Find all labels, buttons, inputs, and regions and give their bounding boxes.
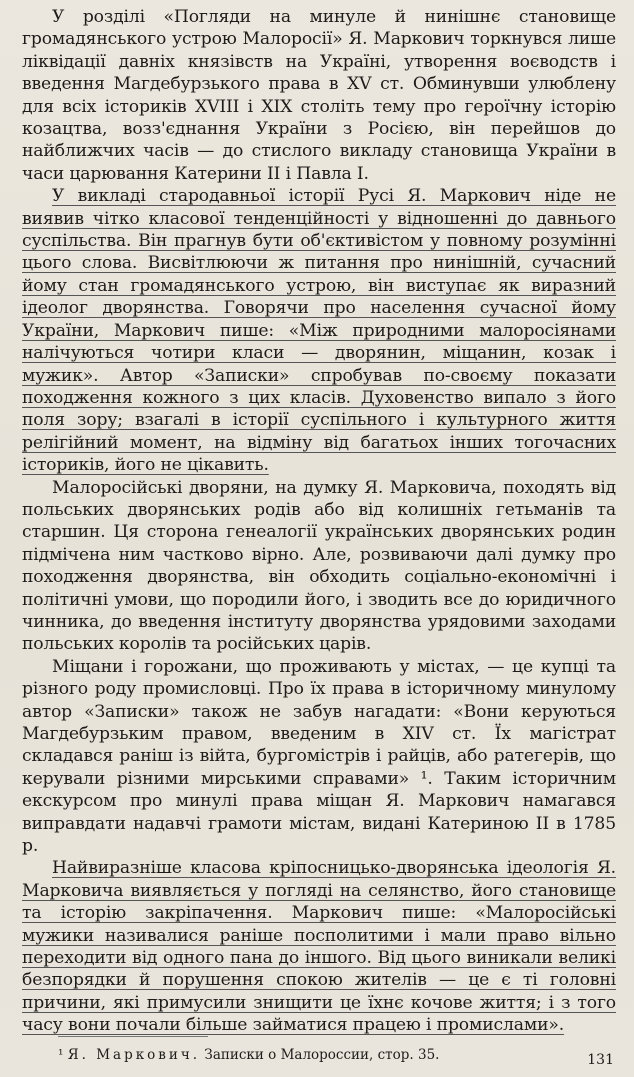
footnote [58, 1046, 439, 1064]
page-number: 131 [587, 1052, 614, 1068]
footnote-author: Я. Маркович. [67, 1047, 201, 1063]
paragraph-2: У викладі стародавньої історії Русі Я. Маркович ніде не виявив чітко класової тенденційності у відношенні до давнього суспільства. Він прагнув бути об'єктивістом у повному розумінні цього слова. Висвітлюючи ж питання про нинішній, сучасний йому стан громадянського устрою, він виступає як виразний ідеолог дворянства. Говорячи про населення сучасної йому України, Маркович пише: «Між природними малоросіянами налічуються чотири класи — дворянин, міщанин, козак і мужик». Автор «Записки» спробував по-своєму показати походження кожного з цих класів. Духовенство випало з його поля зору; взагалі в історії суспільного і культурного життя релігійний момент, на відміну від багатьох інших тогочасних істориків, його не цікавить. [22, 186, 616, 476]
paragraph-1: У розділі «Погляди на минуле й нинішнє становище громадянського устрою Малоросії» Я. Маркович торкнувся лише ліквідації давніх князівств на Україні, утворення воєводств і введення Магдебурзького права в XV ст. Обминувши улюблену для всіх істориків XVIII і XIX століть тему про героїчну історію козацтва, возз'єднання України з Росією, він перейшов до найближчих часів — до стислого викладу становища України в часи царювання Катерини II і Павла I. [22, 7, 616, 184]
paragraph-3: Малоросійські дворяни, на думку Я. Марковича, походять від польських дворянських родів або від колишніх гетьманів та старшин. Ця сторона генеалогії українських дворянських родин підмічена ним частково вірно. Але, розвиваючи далі думку про походження дворянства, він обходить соціально-економічні і політичні умови, що породили його, і зводить все до юридичного чинника, до введення інституту дворянства урядовими заходами польських королів та російських царів. [22, 477, 616, 655]
paragraph-5: Найвиразніше класова кріпосницько-дворянська ідеологія Я. Марковича виявляється у погляді на селянство, його становище та історію закріпачення. Маркович пише: «Малоросійські мужики називалися раніше посполитими і мали право вільно переходити від одного пана до іншого. Від цього виникали великі безпорядки й порушення спокою жителів — це є ті головні причини, які примусили знищити це їхнє кочове життя; і з того часу вони почали більше займатися працею і промислами». [22, 858, 616, 1036]
footnote-divider [58, 1036, 208, 1037]
footnote-marker: ¹ [58, 1047, 64, 1063]
footnote-text: Записки о Малороссии, стор. 35. [204, 1047, 440, 1063]
paragraph-4: Міщани і горожани, що проживають у містах, — це купці та різного роду промисловці. Про їх права в історичному минулому автор «Записки» також не забув нагадати: «Вони керуються Магдебурзьким правом, введеним в XIV ст. Їх магістрат складався раніш із війта, бургомістрів і райців, або ратегерів, що керували різними мирськими справами» ¹. Таким історичним екскурсом про минулі права міщан Я. Маркович намагався виправдати надавчі грамоти містам, видані Катериною II в 1785 р. [22, 656, 616, 857]
